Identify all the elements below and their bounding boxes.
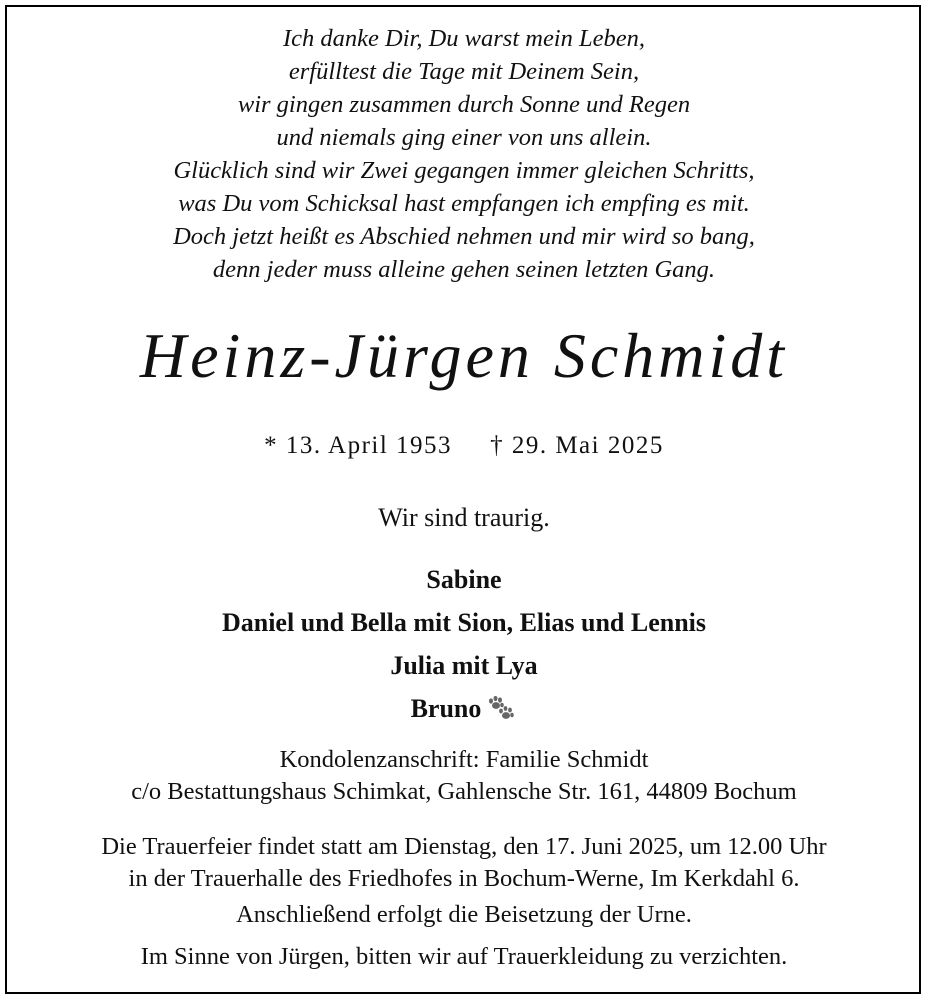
- service-line: in der Trauerhalle des Friedhofes in Bochum-Werne, Im Kerkdahl 6.: [128, 865, 800, 892]
- mourning-message: Wir sind traurig.: [378, 503, 550, 532]
- poem-line: erfülltest die Tage mit Deinem Sein,: [288, 58, 640, 85]
- poem-line: und niemals ging einer von uns allein.: [276, 124, 652, 151]
- deceased-name: Heinz-Jürgen Schmidt: [139, 320, 789, 391]
- funeral-service-info: [0, 831, 928, 973]
- poem-line: Ich danke Dir, Du warst mein Leben,: [282, 25, 645, 52]
- life-dates: [0, 430, 928, 462]
- death-date: † 29. Mai 2025: [490, 432, 664, 459]
- poem-line: denn jeder muss alleine gehen seinen letzten Gang.: [212, 256, 716, 283]
- family-member: Bruno: [410, 694, 482, 723]
- service-line: Anschließend erfolgt die Beisetzung der Urne.: [236, 901, 692, 928]
- address-line: Kondolenzanschrift: Familie Schmidt: [279, 746, 649, 773]
- family-member-row: [0, 687, 928, 736]
- poem-line: Doch jetzt heißt es Abschied nehmen und mir wird so bang,: [173, 223, 755, 250]
- poem-line: wir gingen zusammen durch Sonne und Regen: [237, 91, 691, 118]
- service-line: Die Trauerfeier findet statt am Dienstag, den 17. Juni 2025, um 12.00 Uhr: [101, 833, 827, 860]
- poem: [0, 22, 928, 286]
- address-line: c/o Bestattungshaus Schimkat, Gahlensche Str. 161, 44809 Bochum: [131, 778, 797, 805]
- family-member: Daniel und Bella mit Sion, Elias und Lennis: [221, 608, 707, 637]
- family-list: [0, 558, 928, 736]
- poem-line: Glücklich sind wir Zwei gegangen immer gleichen Schritts,: [173, 157, 755, 184]
- service-line: Im Sinne von Jürgen, bitten wir auf Trauerkleidung zu verzichten.: [140, 943, 788, 970]
- paw-prints-icon: [485, 693, 517, 736]
- condolence-address: [0, 744, 928, 808]
- family-member: Julia mit Lya: [390, 651, 538, 680]
- family-member: Sabine: [426, 565, 502, 594]
- birth-date: * 13. April 1953: [264, 432, 453, 459]
- poem-line: was Du vom Schicksal hast empfangen ich empfing es mit.: [178, 190, 750, 217]
